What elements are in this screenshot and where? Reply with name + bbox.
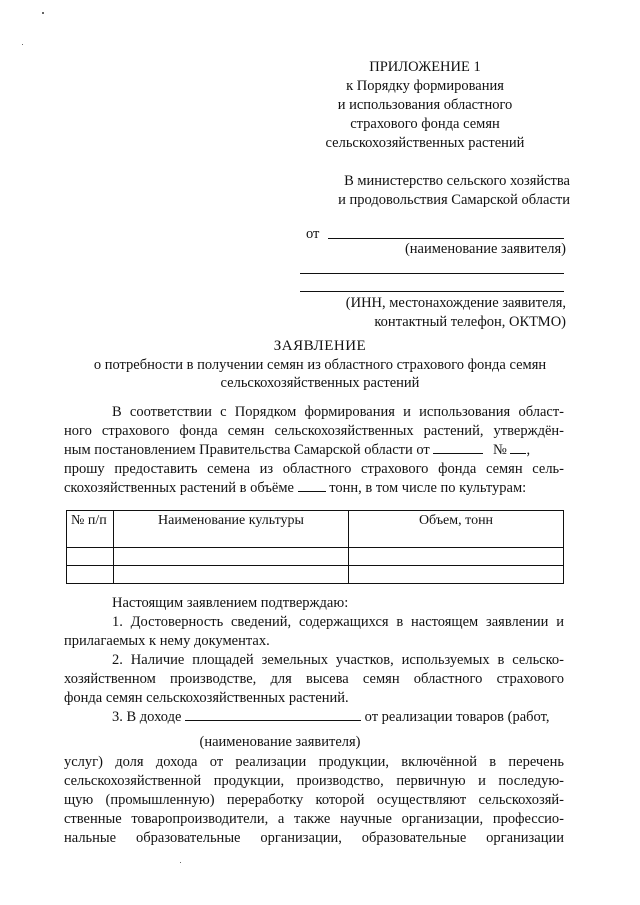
appendix-line: страхового фонда семян [350, 116, 500, 132]
table-row [67, 548, 564, 566]
date-blank[interactable] [433, 441, 483, 454]
appendix-line: к Порядку формирования [346, 78, 504, 94]
text-line: прилагаемых к нему документах. [64, 633, 270, 649]
appendix-line: ПРИЛОЖЕНИЕ 1 [369, 59, 481, 75]
text-line: прошу предоставить семена из областного страхового фонда семян сель- [64, 461, 564, 477]
statement-subtitle [60, 356, 580, 392]
appendix-line: и использования областного [337, 97, 513, 113]
text-line: хозяйственном производстве, для высева семян областного страхового [64, 671, 564, 687]
text-fragment: 3. В доходе [112, 709, 182, 725]
appendix-line: сельскохозяйственных растений [325, 135, 525, 151]
volume-blank[interactable] [298, 479, 326, 492]
applicant-block [300, 226, 566, 336]
confirm-paragraph [64, 594, 564, 727]
number-sign: № [493, 442, 507, 458]
text-line: В соответствии с Порядком формирования и использования област- [112, 404, 564, 420]
text-line: щую (промышленную) переработку которой осуществляют сельскохозяй- [64, 792, 564, 808]
text-line: ного страхового фонда семян сельскохозяйственных растений, утверждён- [64, 423, 564, 439]
table-cell[interactable] [114, 566, 349, 584]
income-applicant-note: (наименование заявителя) [199, 734, 361, 750]
text-fragment: ным постановлением Правительства Самарской области от [64, 442, 430, 458]
text-line: 1. Достоверность сведений, содержащихся в настоящем заявлении и [112, 614, 564, 630]
text-fragment: , [526, 442, 531, 458]
text-line [64, 441, 564, 460]
applicant-name-note: (наименование заявителя) [404, 241, 566, 257]
text-line: Настоящим заявлением подтверждаю: [112, 595, 349, 611]
text-line: фонда семян сельскохозяйственных растений. [64, 690, 349, 706]
applicant-details-note: контактный телефон, ОКТМО) [374, 314, 566, 330]
table-header-number: № п/п [67, 511, 114, 548]
text-line [64, 708, 564, 727]
addressee-block [300, 172, 570, 210]
text-fragment: от реализации товаров (работ, [364, 709, 550, 725]
subtitle-line: о потребности в получении семян из областного страхового фонда семян [93, 357, 547, 373]
table-cell[interactable] [349, 548, 564, 566]
scan-speck [180, 862, 181, 863]
applicant-details-line[interactable] [300, 273, 564, 274]
from-label: от [306, 226, 320, 242]
table-header-row [67, 511, 564, 548]
table-cell[interactable] [349, 566, 564, 584]
text-line: нальные образовательные организации, образовательные организации [64, 830, 564, 846]
text-fragment: тонн, в том числе по культурам: [329, 480, 527, 496]
table-cell[interactable] [114, 548, 349, 566]
appendix-block [300, 58, 550, 153]
cultures-table [66, 510, 564, 584]
table-header-culture: Наименование культуры [114, 511, 349, 548]
applicant-details-line[interactable] [300, 291, 564, 292]
scan-speck [42, 12, 44, 14]
text-fragment: скохозяйственных растений в объёме [64, 480, 294, 496]
statement-title: ЗАЯВЛЕНИЕ [273, 338, 367, 354]
applicant-name-line[interactable] [328, 238, 564, 239]
table-cell[interactable] [67, 548, 114, 566]
addressee-line: В министерство сельского хозяйства [344, 173, 570, 189]
text-line: 2. Наличие площадей земельных участков, используемых в сельско- [112, 652, 564, 668]
subtitle-line: сельскохозяйственных растений [220, 375, 420, 391]
confirm-paragraph-continued [64, 753, 564, 848]
text-line: услуг) доля дохода от реализации продукции, включённой в перечень [64, 754, 564, 770]
table-header-volume: Объем, тонн [349, 511, 564, 548]
scan-speck [22, 44, 23, 45]
table-row [67, 566, 564, 584]
number-blank[interactable] [510, 441, 526, 454]
addressee-line: и продовольствия Самарской области [338, 192, 570, 208]
applicant-details-note: (ИНН, местонахождение заявителя, [345, 295, 566, 311]
table-cell[interactable] [67, 566, 114, 584]
intro-paragraph [64, 403, 564, 498]
text-line: сельскохозяйственной продукции, производство, первичную и последую- [64, 773, 564, 789]
text-line: ственные товаропроизводители, а также научные организации, профессио- [64, 811, 564, 827]
text-line [64, 479, 564, 498]
applicant-income-blank[interactable] [185, 708, 361, 721]
